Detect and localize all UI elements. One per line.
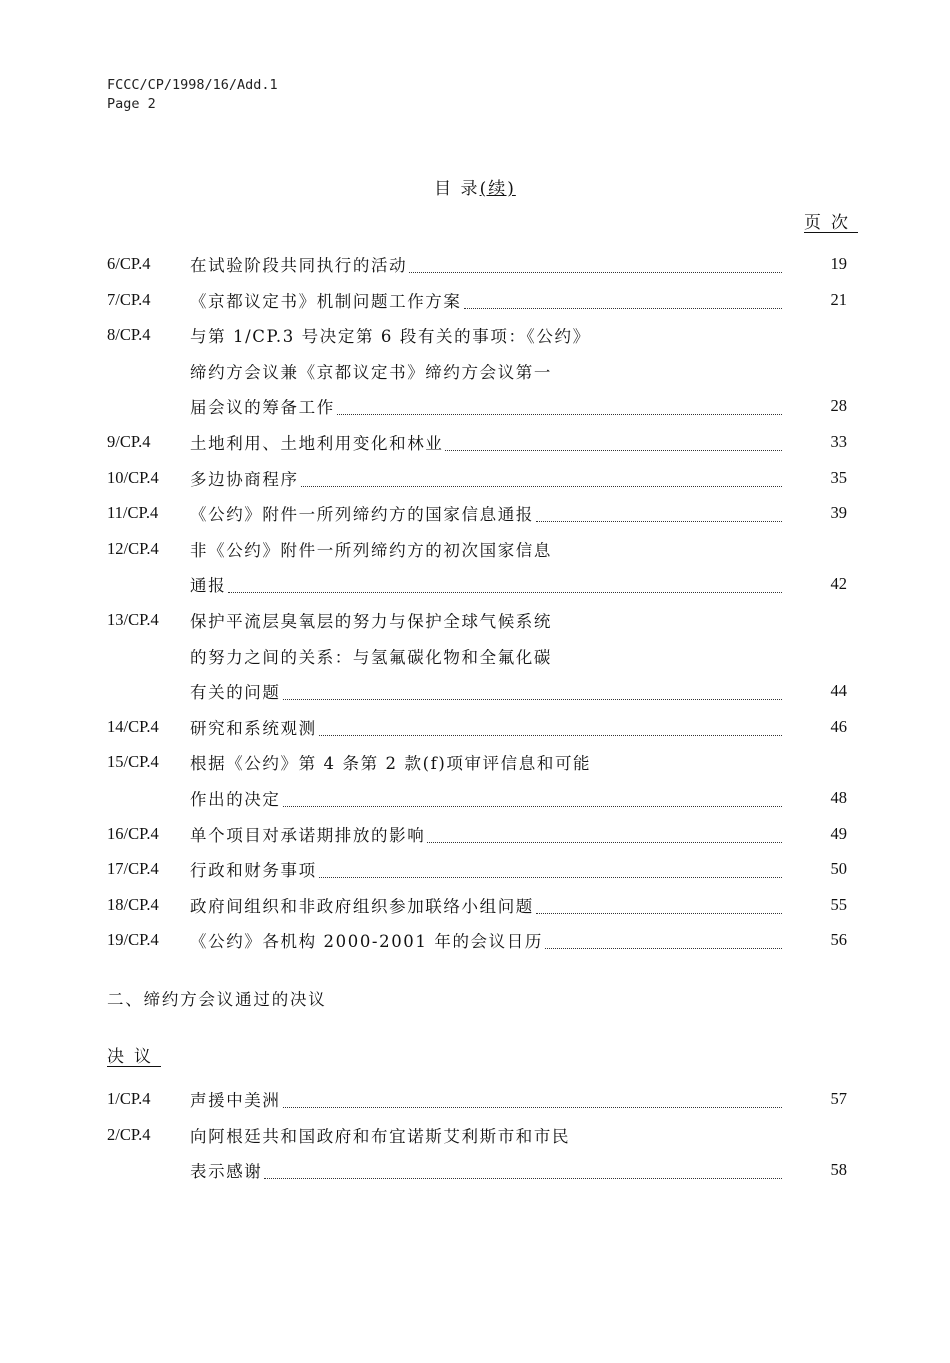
page-column-heading: 页次 bbox=[804, 213, 858, 233]
toc-entry bbox=[0, 744, 950, 815]
entry-number: 13/CP.4 bbox=[107, 609, 159, 629]
dot-leader bbox=[228, 572, 782, 593]
dot-leader bbox=[337, 394, 782, 415]
toc-title-text: 目 录 bbox=[434, 179, 480, 199]
entry-number: 14/CP.4 bbox=[107, 716, 159, 736]
entry-title-line: 有关的问题 bbox=[190, 683, 281, 703]
toc-entry bbox=[0, 887, 950, 923]
dot-leader bbox=[545, 928, 782, 949]
entry-page-number: 48 bbox=[830, 787, 847, 807]
entry-number: 7/CP.4 bbox=[107, 289, 151, 309]
toc-row bbox=[0, 1152, 950, 1188]
toc-row bbox=[0, 816, 950, 852]
document-header bbox=[107, 76, 278, 114]
dot-leader bbox=[319, 715, 782, 736]
entry-number: 17/CP.4 bbox=[107, 859, 159, 879]
entry-page-number: 49 bbox=[830, 823, 847, 843]
toc-entry bbox=[0, 460, 950, 496]
toc-row bbox=[0, 744, 950, 780]
entry-page-number: 46 bbox=[830, 716, 847, 736]
toc-entry bbox=[0, 246, 950, 282]
entry-page-number: 55 bbox=[830, 894, 847, 914]
entry-number: 8/CP.4 bbox=[107, 325, 151, 345]
entry-title-line: 多边协商程序 bbox=[190, 469, 299, 489]
entry-title-line: 政府间组织和非政府组织参加联络小组问题 bbox=[190, 896, 534, 916]
toc-entry bbox=[0, 922, 950, 958]
dot-leader bbox=[536, 501, 782, 522]
toc-row bbox=[0, 424, 950, 460]
entry-title-line: 在试验阶段共同执行的活动 bbox=[190, 256, 408, 275]
dot-leader bbox=[319, 857, 782, 878]
entry-number: 19/CP.4 bbox=[107, 930, 159, 950]
entry-number: 18/CP.4 bbox=[107, 894, 159, 914]
entry-number: 6/CP.4 bbox=[107, 254, 151, 273]
toc-row bbox=[0, 495, 950, 531]
dot-leader bbox=[283, 679, 782, 700]
toc-row bbox=[0, 638, 950, 674]
toc-entry bbox=[0, 709, 950, 745]
entry-title-line: 非《公约》附件一所列缔约方的初次国家信息 bbox=[190, 540, 552, 560]
toc-row bbox=[0, 922, 950, 958]
toc-row bbox=[0, 317, 950, 353]
entry-title-line: 通报 bbox=[190, 576, 227, 596]
entry-page-number: 56 bbox=[830, 930, 847, 950]
toc-entry bbox=[0, 282, 950, 318]
page-label: Page 2 bbox=[107, 96, 156, 112]
entry-number: 15/CP.4 bbox=[107, 752, 159, 772]
toc-row bbox=[0, 709, 950, 745]
toc-entry bbox=[0, 495, 950, 531]
entry-title-line: 作出的决定 bbox=[190, 789, 281, 809]
entry-number: 2/CP.4 bbox=[107, 1124, 151, 1144]
entry-page-number: 42 bbox=[830, 574, 847, 594]
toc-row bbox=[0, 460, 950, 496]
entry-page-number: 50 bbox=[830, 859, 847, 879]
section-heading: 二、缔约方会议通过的决议 bbox=[107, 990, 327, 1009]
entry-title-line: 《公约》各机构 2000-2001 年的会议日历 bbox=[190, 932, 543, 952]
entry-title-line: 研究和系统观测 bbox=[190, 718, 317, 738]
toc-entry bbox=[0, 816, 950, 852]
entry-page-number: 19 bbox=[830, 254, 847, 273]
toc-row bbox=[0, 353, 950, 389]
entry-number: 9/CP.4 bbox=[107, 431, 151, 451]
toc-entry-list bbox=[0, 246, 950, 958]
resolution-entry-list bbox=[0, 1081, 950, 1188]
entry-title-line: 届会议的筹备工作 bbox=[190, 398, 335, 418]
toc-entry bbox=[0, 1117, 950, 1188]
toc-entry bbox=[0, 1081, 950, 1117]
toc-entry bbox=[0, 531, 950, 602]
entry-page-number: 35 bbox=[830, 467, 847, 487]
dot-leader bbox=[409, 252, 782, 273]
entry-number: 1/CP.4 bbox=[107, 1089, 151, 1108]
dot-leader bbox=[536, 893, 782, 914]
toc-entry bbox=[0, 851, 950, 887]
dot-leader bbox=[283, 1087, 782, 1108]
toc-title-continued: (续) bbox=[479, 179, 516, 199]
toc-row bbox=[0, 1081, 950, 1117]
entry-title-line: 保护平流层臭氧层的努力与保护全球气候系统 bbox=[190, 611, 552, 631]
entry-title-line: 单个项目对承诺期排放的影响 bbox=[190, 825, 426, 845]
toc-row bbox=[0, 388, 950, 424]
entry-page-number: 39 bbox=[830, 503, 847, 523]
dot-leader bbox=[427, 822, 782, 843]
dot-leader bbox=[445, 430, 782, 451]
entry-number: 12/CP.4 bbox=[107, 538, 159, 558]
entry-title-line: 根据《公约》第 4 条第 2 款(f)项审评信息和可能 bbox=[190, 754, 592, 774]
dot-leader bbox=[264, 1158, 782, 1179]
entry-page-number: 44 bbox=[830, 681, 847, 701]
entry-page-number: 58 bbox=[830, 1160, 847, 1180]
document-symbol: FCCC/CP/1998/16/Add.1 bbox=[107, 77, 278, 93]
toc-row bbox=[0, 851, 950, 887]
entry-title-line: 《京都议定书》机制问题工作方案 bbox=[190, 291, 462, 311]
entry-title-line: 表示感谢 bbox=[190, 1162, 263, 1182]
entry-number: 11/CP.4 bbox=[107, 503, 159, 523]
toc-row bbox=[0, 1117, 950, 1153]
toc-row bbox=[0, 566, 950, 602]
entry-page-number: 28 bbox=[830, 396, 847, 416]
entry-title-line: 土地利用、土地利用变化和林业 bbox=[190, 433, 444, 453]
dot-leader bbox=[283, 786, 782, 807]
entry-number: 16/CP.4 bbox=[107, 823, 159, 843]
toc-entry bbox=[0, 317, 950, 424]
entry-title-line: 《公约》附件一所列缔约方的国家信息通报 bbox=[190, 505, 534, 525]
entry-title-line: 行政和财务事项 bbox=[190, 861, 317, 881]
entry-page-number: 57 bbox=[830, 1089, 847, 1108]
entry-title-line: 与第 1/CP.3 号决定第 6 段有关的事项：《公约》 bbox=[190, 327, 591, 347]
entry-title-line: 的努力之间的关系：与氢氟碳化物和全氟化碳 bbox=[190, 647, 552, 667]
entry-number: 10/CP.4 bbox=[107, 467, 159, 487]
entry-title-line: 缔约方会议兼《京都议定书》缔约方会议第一 bbox=[190, 362, 552, 382]
toc-entry bbox=[0, 602, 950, 709]
toc-row bbox=[0, 246, 950, 282]
toc-row bbox=[0, 780, 950, 816]
dot-leader bbox=[301, 466, 782, 487]
dot-leader bbox=[464, 288, 782, 309]
entry-page-number: 21 bbox=[830, 289, 847, 309]
toc-row bbox=[0, 531, 950, 567]
toc-title bbox=[0, 174, 950, 199]
entry-title-line: 向阿根廷共和国政府和布宜诺斯艾利斯市和市民 bbox=[190, 1126, 571, 1146]
entry-title-line: 声援中美洲 bbox=[190, 1091, 281, 1110]
resolutions-subheading: 决议 bbox=[107, 1047, 161, 1067]
toc-entry bbox=[0, 424, 950, 460]
toc-row bbox=[0, 887, 950, 923]
entry-page-number: 33 bbox=[830, 431, 847, 451]
toc-row bbox=[0, 602, 950, 638]
toc-row bbox=[0, 673, 950, 709]
toc-row bbox=[0, 282, 950, 318]
